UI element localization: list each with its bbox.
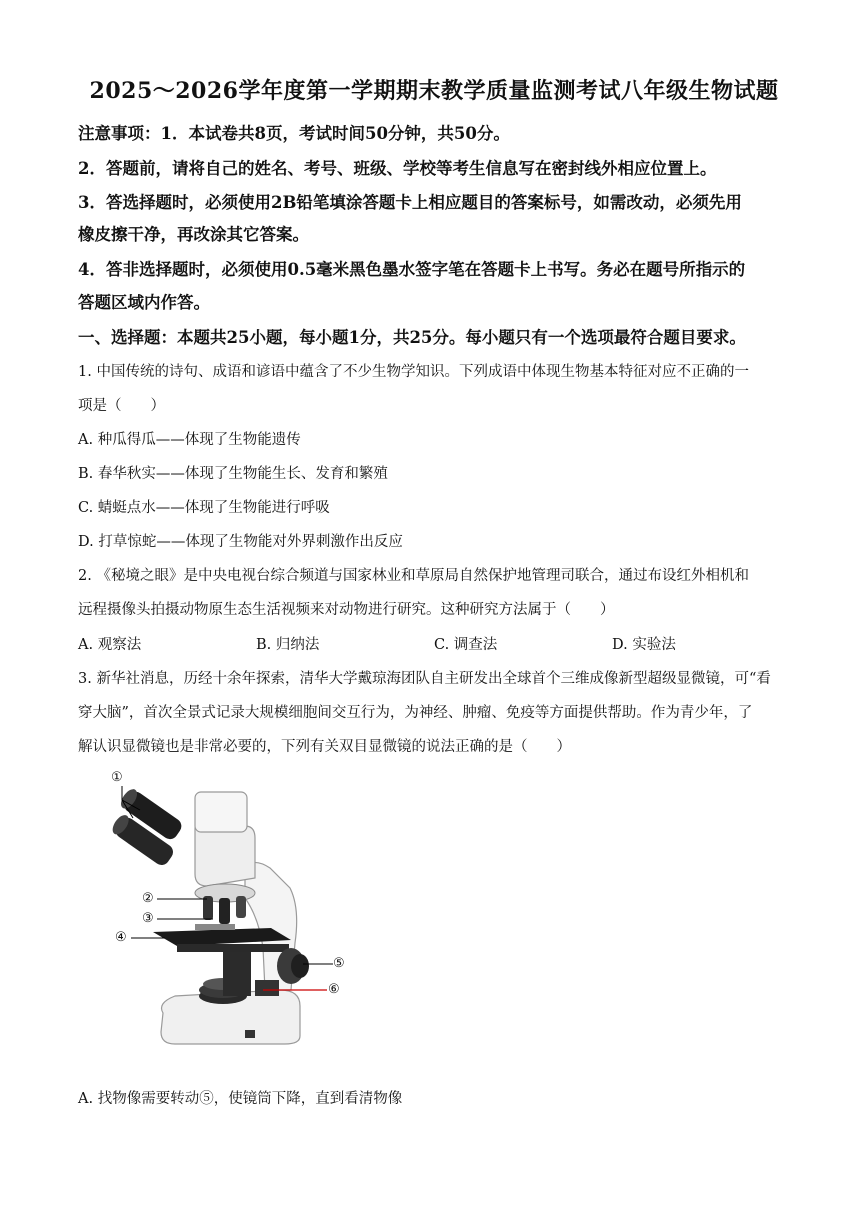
label-2: ② bbox=[142, 891, 154, 906]
q2-stem-line-2: 远程摄像头拍摄动物原生态生活视频来对动物进行研究。这种研究方法属于（ ） bbox=[78, 602, 615, 618]
q1-stem-line-1: 1. 中国传统的诗句、成语和谚语中蕴含了不少生物学知识。下列成语中体现生物基本特征对应不正确的一 bbox=[78, 364, 749, 380]
q2-option-d: D. 实验法 bbox=[612, 637, 676, 653]
q1-option-c: C. 蜻蜓点水——体现了生物能进行呼吸 bbox=[78, 500, 330, 516]
notice-line-3b: 橡皮擦干净，再改涂其它答案。 bbox=[78, 225, 309, 244]
q1-stem-line-2: 项是（ ） bbox=[78, 398, 165, 414]
q3-stem-line-3: 解认识显微镜也是非常必要的，下列有关双目显微镜的说法正确的是（ ） bbox=[78, 739, 571, 755]
q3-option-a: A. 找物像需要转动⑤，使镜筒下降，直到看清物像 bbox=[78, 1091, 403, 1107]
section-heading: 一、选择题：本题共25小题，每小题1分，共25分。每小题只有一个选项最符合题目要求。 bbox=[78, 328, 746, 347]
q2-option-a: A. 观察法 bbox=[78, 637, 142, 653]
notice-line-2: 2．答题前，请将自己的姓名、考号、班级、学校等考生信息写在密封线外相应位置上。 bbox=[78, 159, 717, 178]
notice-line-3a: 3．答选择题时，必须使用2B铅笔填涂答题卡上相应题目的答案标号，如需改动，必须先用 bbox=[78, 193, 742, 212]
label-3: ③ bbox=[142, 911, 154, 926]
label-4: ④ bbox=[115, 930, 127, 945]
q2-stem-line-1: 2. 《秘境之眼》是中央电视台综合频道与国家林业和草原局自然保护地管理司联合，通过布设红外相机和 bbox=[78, 568, 749, 584]
notice-line-1: 注意事项：1．本试卷共8页，考试时间50分钟，共50分。 bbox=[78, 124, 510, 143]
microscope-figure bbox=[95, 768, 355, 1068]
q1-option-b: B. 春华秋实——体现了生物能生长、发育和繁殖 bbox=[78, 466, 388, 482]
notice-line-4a: 4．答非选择题时，必须使用0.5毫米黑色墨水签字笔在答题卡上书写。务必在题号所指示的 bbox=[78, 260, 746, 279]
label-5: ⑤ bbox=[333, 956, 345, 971]
microscope-illustration bbox=[95, 768, 355, 1068]
q2-option-b: B. 归纳法 bbox=[256, 637, 320, 653]
page-title: 2025～2026学年度第一学期期末教学质量监测考试八年级生物试题 bbox=[89, 78, 779, 104]
q1-option-a: A. 种瓜得瓜——体现了生物能遗传 bbox=[78, 432, 301, 448]
label-1: ① bbox=[111, 770, 123, 785]
q2-option-c: C. 调查法 bbox=[434, 637, 498, 653]
q1-option-d: D. 打草惊蛇——体现了生物能对外界刺激作出反应 bbox=[78, 534, 403, 550]
label-6: ⑥ bbox=[328, 982, 340, 997]
q3-stem-line-2: 穿大脑”，首次全景式记录大规模细胞间交互行为，为神经、肿瘤、免疫等方面提供帮助。作为青少年，了 bbox=[78, 705, 753, 721]
notice-line-4b: 答题区域内作答。 bbox=[78, 293, 210, 312]
q3-stem-line-1: 3. 新华社消息，历经十余年探索，清华大学戴琼海团队自主研发出全球首个三维成像新型超级显微镜，可“看 bbox=[78, 671, 771, 687]
